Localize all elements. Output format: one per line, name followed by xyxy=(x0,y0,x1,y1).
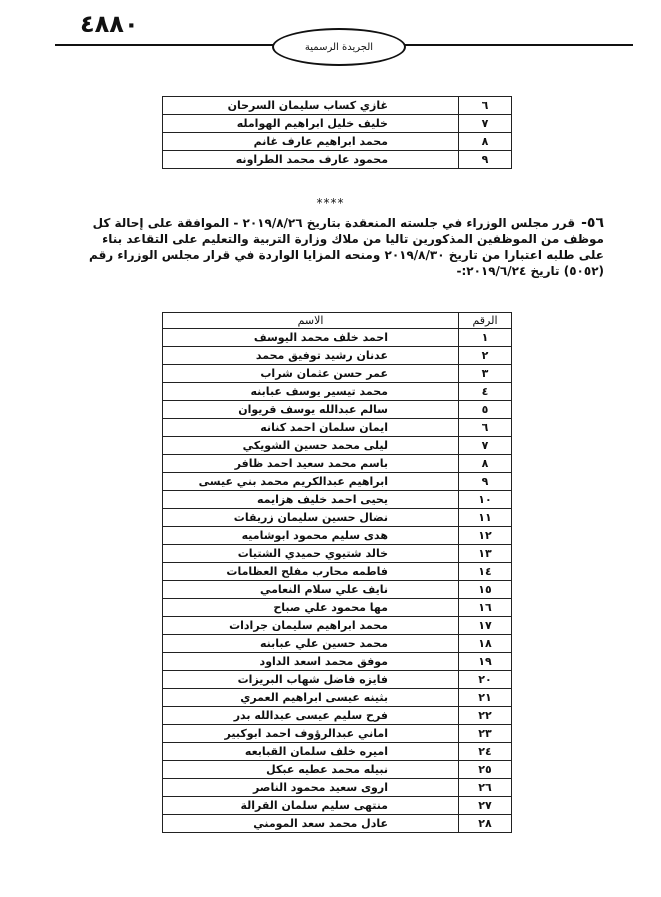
row-name: نضال حسين سليمان زريقات xyxy=(163,509,459,527)
table-row xyxy=(163,689,512,707)
row-name: ايمان سلمان احمد كنانه xyxy=(163,419,459,437)
table-row xyxy=(163,725,512,743)
table-row xyxy=(163,527,512,545)
row-name: احمد خلف محمد اليوسف xyxy=(163,329,459,347)
table-row xyxy=(163,545,512,563)
table-row xyxy=(163,599,512,617)
row-number: ٧ xyxy=(459,115,512,133)
table-row xyxy=(163,761,512,779)
row-number: ١٠ xyxy=(459,491,512,509)
page-number: ٤٨٨٠ xyxy=(80,10,139,38)
table-row xyxy=(163,797,512,815)
table-row xyxy=(163,653,512,671)
row-name: خليف خليل ابراهيم الهوامله xyxy=(163,115,459,133)
row-name: مها محمود علي صباح xyxy=(163,599,459,617)
resolution-text: قرر مجلس الوزراء في جلسته المنعقدة بتاريخ ٢٠١٩/٨/٢٦ - الموافقة على إحالة كل موظف من الموظفين المذكورين تاليا من ملاك وزارة التربية والتعليم على التقاعد بناء على طلبه اعتبارا من تاريخ ٢٠١٩/٨/٣٠ ومنحه المزايا الواردة في قرار مجلس الوزراء رقم (٥٠٥٢) تاريخ ٢٠١٩/٦/٢٤:- xyxy=(89,216,604,278)
table-row xyxy=(163,563,512,581)
row-name: محمد حسين علي عبابنه xyxy=(163,635,459,653)
row-name: بثينه عيسى ابراهيم العمري xyxy=(163,689,459,707)
table-row xyxy=(163,455,512,473)
row-number: ٥ xyxy=(459,401,512,419)
row-name: يحيى احمد خليف هزايمه xyxy=(163,491,459,509)
row-number: ٢٥ xyxy=(459,761,512,779)
table-row xyxy=(163,707,512,725)
row-name: منتهى سليم سلمان القرالة xyxy=(163,797,459,815)
row-number: ٧ xyxy=(459,437,512,455)
table-row xyxy=(163,635,512,653)
row-number: ٢١ xyxy=(459,689,512,707)
row-number: ٦ xyxy=(459,419,512,437)
row-name: غازي كساب سليمان السرحان xyxy=(163,97,459,115)
row-number: ٢٦ xyxy=(459,779,512,797)
continuation-table xyxy=(162,96,512,169)
table-row xyxy=(163,419,512,437)
table-row xyxy=(163,671,512,689)
row-number: ١٣ xyxy=(459,545,512,563)
row-number: ١١ xyxy=(459,509,512,527)
resolution-paragraph xyxy=(88,215,604,279)
table-row xyxy=(163,581,512,599)
row-number: ١٨ xyxy=(459,635,512,653)
table-row xyxy=(163,115,512,133)
row-number: ٢٧ xyxy=(459,797,512,815)
row-number: ٣ xyxy=(459,365,512,383)
row-number: ١٢ xyxy=(459,527,512,545)
row-name: اميره خلف سلمان القبابعه xyxy=(163,743,459,761)
table-row xyxy=(163,347,512,365)
table-row xyxy=(163,815,512,833)
row-name: باسم محمد سعيد احمد ظافر xyxy=(163,455,459,473)
table-row xyxy=(163,401,512,419)
row-name: موفق محمد اسعد الداود xyxy=(163,653,459,671)
table-row xyxy=(163,365,512,383)
row-number: ١٦ xyxy=(459,599,512,617)
row-name: اروى سعيد محمود الناصر xyxy=(163,779,459,797)
resolution-number: ٥٦- xyxy=(581,215,604,231)
row-number: ٩ xyxy=(459,473,512,491)
row-name: نايف علي سلام النعامي xyxy=(163,581,459,599)
row-name: نبيله محمد عطيه عبكل xyxy=(163,761,459,779)
row-name: ليلى محمد حسين الشويكي xyxy=(163,437,459,455)
row-number: ١٩ xyxy=(459,653,512,671)
row-number: ٢ xyxy=(459,347,512,365)
row-number: ٢٣ xyxy=(459,725,512,743)
row-number: ٦ xyxy=(459,97,512,115)
retirees-table xyxy=(162,312,512,833)
row-name: عادل محمد سعد المومني xyxy=(163,815,459,833)
row-name: فايزه فاضل شهاب البريزات xyxy=(163,671,459,689)
row-name: اماني عبدالرؤوف احمد ابوكبير xyxy=(163,725,459,743)
table-row xyxy=(163,133,512,151)
row-number: ٤ xyxy=(459,383,512,401)
row-number: ٢٨ xyxy=(459,815,512,833)
table-row xyxy=(163,617,512,635)
row-name: خالد شتيوي حميدي الشتيات xyxy=(163,545,459,563)
table-row xyxy=(163,509,512,527)
gazette-title: الجريدة الرسمية xyxy=(304,41,374,53)
row-number: ٢٢ xyxy=(459,707,512,725)
table-row xyxy=(163,473,512,491)
row-name: عدنان رشيد توفيق محمد xyxy=(163,347,459,365)
row-number: ٨ xyxy=(459,133,512,151)
row-number: ١٥ xyxy=(459,581,512,599)
row-name: فرح سليم عيسى عبدالله بدر xyxy=(163,707,459,725)
table-row xyxy=(163,779,512,797)
row-name: محمد ابراهيم سليمان جرادات xyxy=(163,617,459,635)
row-number: ٩ xyxy=(459,151,512,169)
row-number: ١٧ xyxy=(459,617,512,635)
table-row xyxy=(163,491,512,509)
row-name: محمد تيسير يوسف عبابنه xyxy=(163,383,459,401)
row-number: ١٤ xyxy=(459,563,512,581)
section-separator: **** xyxy=(316,196,345,210)
row-number: ٨ xyxy=(459,455,512,473)
row-name: سالم عبدالله يوسف قريوان xyxy=(163,401,459,419)
table-header-row xyxy=(163,313,512,329)
table-row xyxy=(163,151,512,169)
header-number: الرقم xyxy=(459,313,512,329)
row-name: عمر حسن عثمان شراب xyxy=(163,365,459,383)
table-row xyxy=(163,329,512,347)
row-name: هدى سليم محمود ابوشاميه xyxy=(163,527,459,545)
row-name: ابراهيم عبدالكريم محمد بني عيسى xyxy=(163,473,459,491)
row-name: فاطمه محارب مفلح العظامات xyxy=(163,563,459,581)
row-name: محمد ابراهيم عارف غانم xyxy=(163,133,459,151)
row-name: محمود عارف محمد الطراونه xyxy=(163,151,459,169)
table-row xyxy=(163,383,512,401)
table-row xyxy=(163,743,512,761)
table-row xyxy=(163,437,512,455)
header-name: الاسم xyxy=(163,313,459,329)
table-row xyxy=(163,97,512,115)
row-number: ١ xyxy=(459,329,512,347)
row-number: ٢٤ xyxy=(459,743,512,761)
row-number: ٢٠ xyxy=(459,671,512,689)
gazette-title-oval xyxy=(272,28,406,66)
